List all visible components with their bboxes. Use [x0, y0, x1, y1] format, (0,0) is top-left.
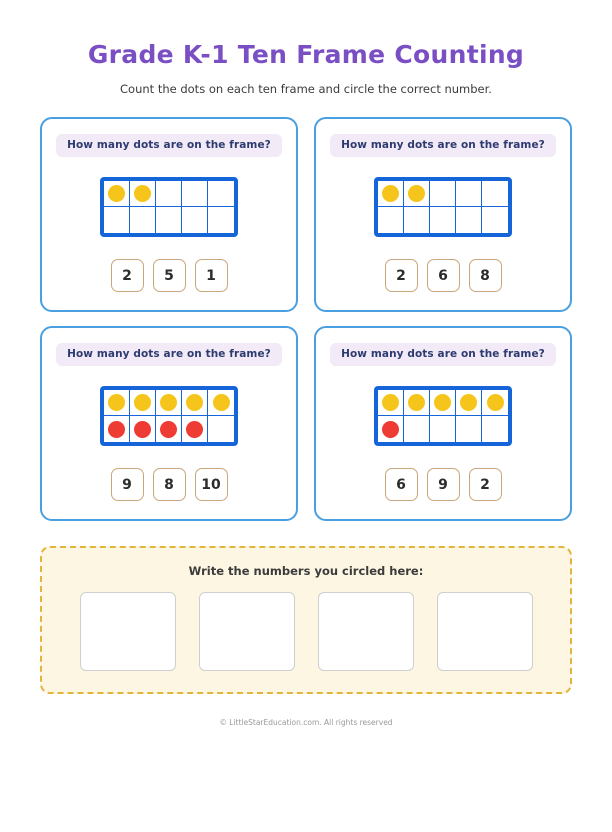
- answer-choices: [385, 259, 502, 292]
- dot-empty: [487, 185, 504, 202]
- dot-yellow: [460, 394, 477, 411]
- answer-section: [40, 546, 572, 694]
- frame-cell: [404, 416, 430, 442]
- ten-frame-wrapper: [100, 177, 238, 237]
- frame-cell: [430, 181, 456, 207]
- problem-question: How many dots are on the frame?: [330, 343, 556, 366]
- answer-choice[interactable]: 8: [469, 259, 502, 292]
- answer-choice[interactable]: 9: [111, 468, 144, 501]
- worksheet-page: [0, 40, 612, 832]
- answer-slot-row: [80, 592, 533, 671]
- frame-cell: [156, 181, 182, 207]
- dot-empty: [487, 212, 504, 229]
- frame-cell: [456, 390, 482, 416]
- dot-empty: [434, 212, 451, 229]
- frame-cell: [456, 416, 482, 442]
- problem-question: How many dots are on the frame?: [56, 343, 282, 366]
- answer-choice[interactable]: 2: [469, 468, 502, 501]
- frame-cell: [208, 207, 234, 233]
- dot-red: [134, 421, 151, 438]
- dot-yellow: [487, 394, 504, 411]
- dot-yellow: [160, 394, 177, 411]
- answer-choices: [111, 468, 228, 501]
- frame-cell: [130, 390, 156, 416]
- dot-empty: [213, 212, 230, 229]
- frame-cell: [482, 390, 508, 416]
- frame-cell: [378, 181, 404, 207]
- dot-empty: [382, 212, 399, 229]
- frame-cell: [156, 390, 182, 416]
- answer-choice[interactable]: 6: [427, 259, 460, 292]
- frame-cell: [130, 207, 156, 233]
- dot-empty: [160, 212, 177, 229]
- problem-card: [40, 326, 298, 521]
- frame-cell: [430, 416, 456, 442]
- ten-frame: [100, 177, 238, 237]
- frame-cell: [404, 181, 430, 207]
- dot-empty: [408, 212, 425, 229]
- answer-choice[interactable]: 1: [195, 259, 228, 292]
- dot-red: [160, 421, 177, 438]
- frame-cell: [456, 207, 482, 233]
- answer-slot[interactable]: [318, 592, 414, 671]
- dot-empty: [460, 421, 477, 438]
- frame-cell: [378, 390, 404, 416]
- dot-yellow: [108, 185, 125, 202]
- dot-red: [108, 421, 125, 438]
- frame-cell: [156, 416, 182, 442]
- ten-frame-wrapper: [374, 177, 512, 237]
- dot-empty: [108, 212, 125, 229]
- answer-choice[interactable]: 2: [111, 259, 144, 292]
- dot-yellow: [213, 394, 230, 411]
- page-subtitle: Count the dots on each ten frame and circle the correct number.: [120, 82, 492, 96]
- dot-empty: [434, 185, 451, 202]
- dot-empty: [460, 185, 477, 202]
- problem-question: How many dots are on the frame?: [330, 134, 556, 157]
- dot-red: [382, 421, 399, 438]
- frame-cell: [208, 390, 234, 416]
- dot-empty: [487, 421, 504, 438]
- answer-choices: [385, 468, 502, 501]
- dot-yellow: [382, 185, 399, 202]
- frame-cell: [378, 416, 404, 442]
- frame-cell: [104, 390, 130, 416]
- dot-empty: [134, 212, 151, 229]
- answer-choice[interactable]: 9: [427, 468, 460, 501]
- dot-yellow: [134, 185, 151, 202]
- ten-frame: [374, 386, 512, 446]
- frame-cell: [482, 207, 508, 233]
- answer-slot[interactable]: [199, 592, 295, 671]
- frame-cell: [378, 207, 404, 233]
- answer-choice[interactable]: 8: [153, 468, 186, 501]
- frame-cell: [130, 416, 156, 442]
- ten-frame: [374, 177, 512, 237]
- frame-cell: [430, 390, 456, 416]
- dot-yellow: [434, 394, 451, 411]
- dot-empty: [460, 212, 477, 229]
- dot-yellow: [382, 394, 399, 411]
- frame-cell: [182, 390, 208, 416]
- dot-yellow: [408, 185, 425, 202]
- frame-cell: [430, 207, 456, 233]
- page-title: Grade K-1 Ten Frame Counting: [87, 40, 525, 69]
- dot-empty: [434, 421, 451, 438]
- frame-cell: [182, 207, 208, 233]
- problem-question: How many dots are on the frame?: [56, 134, 282, 157]
- dot-yellow: [186, 394, 203, 411]
- frame-cell: [456, 181, 482, 207]
- frame-cell: [208, 416, 234, 442]
- ten-frame-wrapper: [100, 386, 238, 446]
- dot-yellow: [134, 394, 151, 411]
- answer-slot[interactable]: [437, 592, 533, 671]
- frame-cell: [104, 207, 130, 233]
- problem-card: [40, 117, 298, 312]
- frame-cell: [182, 416, 208, 442]
- dot-yellow: [108, 394, 125, 411]
- dot-empty: [213, 421, 230, 438]
- frame-cell: [208, 181, 234, 207]
- dot-empty: [160, 185, 177, 202]
- problem-grid: [40, 117, 572, 521]
- dot-red: [186, 421, 203, 438]
- dot-empty: [186, 185, 203, 202]
- answer-choice[interactable]: 2: [385, 259, 418, 292]
- frame-cell: [130, 181, 156, 207]
- ten-frame: [100, 386, 238, 446]
- problem-card: [314, 117, 572, 312]
- frame-cell: [156, 207, 182, 233]
- frame-cell: [104, 416, 130, 442]
- answer-choices: [111, 259, 228, 292]
- answer-choice[interactable]: 10: [195, 468, 228, 501]
- dot-yellow: [408, 394, 425, 411]
- dot-empty: [186, 212, 203, 229]
- dot-empty: [408, 421, 425, 438]
- dot-empty: [213, 185, 230, 202]
- frame-cell: [404, 207, 430, 233]
- frame-cell: [482, 181, 508, 207]
- answer-choice[interactable]: 5: [153, 259, 186, 292]
- footer-copyright: © LittleStarEducation.com. All rights reserved: [219, 718, 393, 727]
- answer-choice[interactable]: 6: [385, 468, 418, 501]
- frame-cell: [104, 181, 130, 207]
- frame-cell: [182, 181, 208, 207]
- answer-slot[interactable]: [80, 592, 176, 671]
- ten-frame-wrapper: [374, 386, 512, 446]
- problem-card: [314, 326, 572, 521]
- frame-cell: [482, 416, 508, 442]
- answer-section-title: Write the numbers you circled here:: [188, 564, 424, 578]
- frame-cell: [404, 390, 430, 416]
